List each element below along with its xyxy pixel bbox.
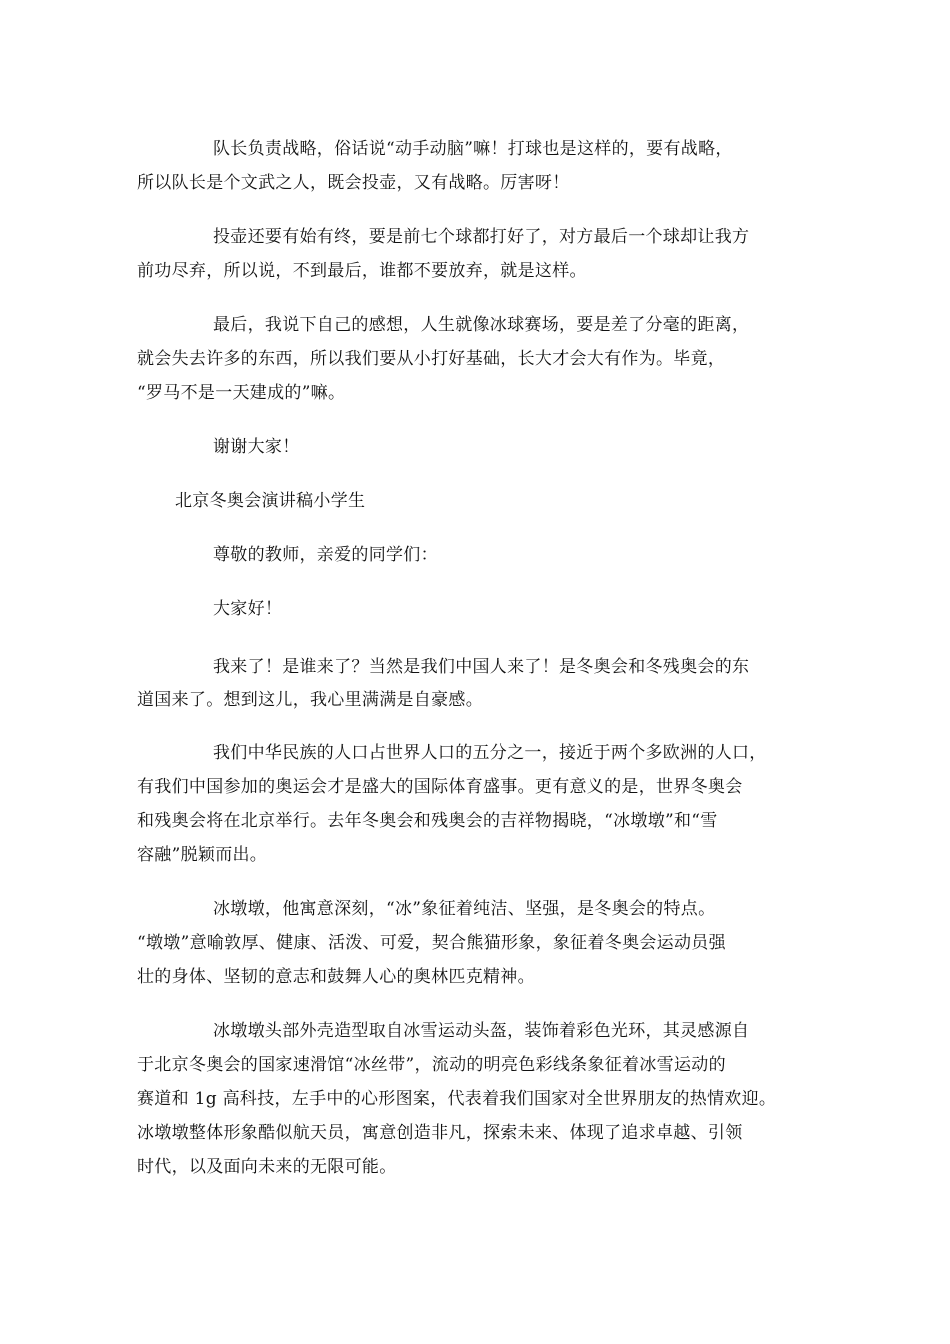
paragraph-line: “罗马不是一天建成的”嘛。	[137, 383, 346, 403]
paragraph-line: 投壶还要有始有终，要是前七个球都打好了，对方最后一个球却让我方	[213, 227, 750, 247]
paragraph-line: 我来了！是谁来了？当然是我们中国人来了！是冬奥会和冬残奥会的东	[213, 657, 750, 677]
greeting: 大家好！	[213, 599, 283, 619]
paragraph-line: 时代，以及面向未来的无限可能。	[137, 1157, 397, 1177]
paragraph-line: 冰墩墩头部外壳造型取自冰雪运动头盔，装饰着彩色光环，其灵感源自	[213, 1021, 750, 1041]
paragraph-line: 谢谢大家！	[213, 437, 300, 457]
paragraph-line: 壮的身体、坚韧的意志和鼓舞人心的奥林匹克精神。	[137, 967, 535, 987]
paragraph-line: 赛道和 1g 高科技，左手中的心形图案，代表着我们国家对全世界朋友的热情欢迎。	[137, 1089, 777, 1109]
paragraph-line: 前功尽弃，所以说，不到最后，谁都不要放弃，就是这样。	[137, 261, 587, 281]
section-title: 北京冬奥会演讲稿小学生	[175, 491, 366, 511]
paragraph-line: 最后，我说下自己的感想，人生就像冰球赛场，要是差了分毫的距离，	[213, 315, 750, 335]
paragraph-line: “墩墩”意喻敦厚、健康、活泼、可爱，契合熊猫形象，象征着冬奥会运动员强	[137, 933, 726, 953]
paragraph-line: 容融”脱颖而出。	[137, 845, 268, 865]
paragraph-line: 有我们中国参加的奥运会才是盛大的国际体育盛事。更有意义的是，世界冬奥会	[137, 777, 743, 797]
paragraph-line: 我们中华民族的人口占世界人口的五分之一，接近于两个多欧洲的人口，	[213, 743, 767, 763]
paragraph-line: 道国来了。想到这儿，我心里满满是自豪感。	[137, 690, 483, 710]
paragraph-line: 就会失去许多的东西，所以我们要从小打好基础，长大才会大有作为。毕竟，	[137, 349, 726, 369]
paragraph-line: 所以队长是个文武之人，既会投壶，又有战略。厉害呀！	[137, 173, 570, 193]
paragraph-line: 和残奥会将在北京举行。去年冬奥会和残奥会的吉祥物揭晓，“冰墩墩”和“雪	[137, 811, 718, 831]
paragraph-line: 队长负责战略，俗话说“动手动脑”嘛！打球也是这样的，要有战略，	[213, 139, 733, 159]
salutation: 尊敬的教师，亲爱的同学们：	[213, 545, 438, 565]
paragraph-line: 冰墩墩整体形象酷似航天员，寓意创造非凡，探索未来、体现了追求卓越、引领	[137, 1123, 743, 1143]
paragraph-line: 于北京冬奥会的国家速滑馆“冰丝带”，流动的明亮色彩线条象征着冰雪运动的	[137, 1055, 726, 1075]
paragraph-line: 冰墩墩，他寓意深刻，“冰”象征着纯洁、坚强，是冬奥会的特点。	[213, 899, 716, 919]
